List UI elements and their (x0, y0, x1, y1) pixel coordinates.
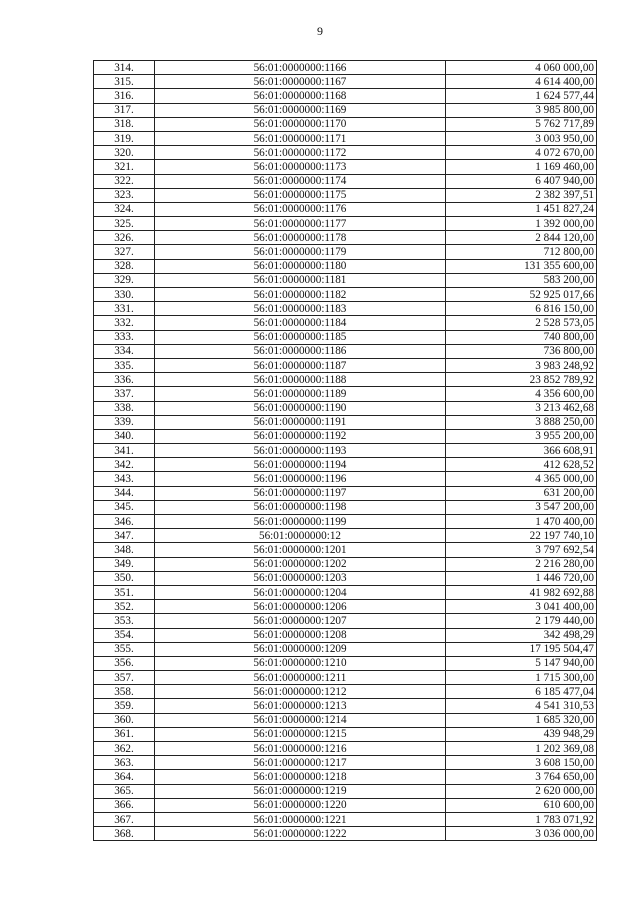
table-row (94, 713, 597, 727)
cadastral-value-cell: 412 628,52 (446, 458, 597, 472)
cadastral-value-cell: 6 185 477,04 (446, 685, 597, 699)
cadastral-number-cell: 56:01:0000000:1181 (155, 273, 446, 287)
table-row (94, 614, 597, 628)
table-row (94, 358, 597, 372)
row-number-cell: 324. (94, 202, 155, 216)
cadastral-value-cell: 1 169 460,00 (446, 160, 597, 174)
table-row (94, 273, 597, 287)
cadastral-number-cell: 56:01:0000000:1208 (155, 628, 446, 642)
table-row (94, 131, 597, 145)
cadastral-value-cell: 3 955 200,00 (446, 429, 597, 443)
cadastral-number-cell: 56:01:0000000:1221 (155, 812, 446, 826)
cadastral-number-cell: 56:01:0000000:1172 (155, 146, 446, 160)
row-number-cell: 332. (94, 316, 155, 330)
cadastral-value-cell: 2 179 440,00 (446, 614, 597, 628)
cadastral-value-cell: 17 195 504,47 (446, 642, 597, 656)
cadastral-number-cell: 56:01:0000000:1212 (155, 685, 446, 699)
row-number-cell: 319. (94, 131, 155, 145)
cadastral-number-cell: 56:01:0000000:1210 (155, 656, 446, 670)
table-row (94, 812, 597, 826)
row-number-cell: 325. (94, 217, 155, 231)
table-row (94, 784, 597, 798)
cadastral-number-cell: 56:01:0000000:1173 (155, 160, 446, 174)
table-row (94, 174, 597, 188)
cadastral-number-cell: 56:01:0000000:1207 (155, 614, 446, 628)
table-row (94, 217, 597, 231)
cadastral-number-cell: 56:01:0000000:1196 (155, 472, 446, 486)
cadastral-number-cell: 56:01:0000000:1213 (155, 699, 446, 713)
cadastral-number-cell: 56:01:0000000:1201 (155, 543, 446, 557)
cadastral-number-cell: 56:01:0000000:1170 (155, 117, 446, 131)
row-number-cell: 352. (94, 600, 155, 614)
cadastral-value-cell: 631 200,00 (446, 486, 597, 500)
table-row (94, 259, 597, 273)
cadastral-value-cell: 3 003 950,00 (446, 131, 597, 145)
table-row (94, 288, 597, 302)
row-number-cell: 351. (94, 585, 155, 599)
table-row (94, 188, 597, 202)
row-number-cell: 360. (94, 713, 155, 727)
row-number-cell: 361. (94, 727, 155, 741)
table-row (94, 642, 597, 656)
cadastral-number-cell: 56:01:0000000:1215 (155, 727, 446, 741)
cadastral-number-cell: 56:01:0000000:1186 (155, 344, 446, 358)
table-row (94, 685, 597, 699)
cadastral-number-cell: 56:01:0000000:1189 (155, 387, 446, 401)
row-number-cell: 349. (94, 557, 155, 571)
table-row (94, 756, 597, 770)
cadastral-value-cell: 131 355 600,00 (446, 259, 597, 273)
cadastral-value-cell: 3 213 462,68 (446, 401, 597, 415)
cadastral-value-cell: 1 202 369,08 (446, 742, 597, 756)
cadastral-value-cell: 366 608,91 (446, 444, 597, 458)
row-number-cell: 356. (94, 656, 155, 670)
cadastral-value-table (93, 60, 597, 841)
cadastral-number-cell: 56:01:0000000:1183 (155, 302, 446, 316)
table-row (94, 316, 597, 330)
row-number-cell: 344. (94, 486, 155, 500)
table-row (94, 628, 597, 642)
cadastral-number-cell: 56:01:0000000:1197 (155, 486, 446, 500)
table-row (94, 543, 597, 557)
cadastral-value-cell: 1 715 300,00 (446, 671, 597, 685)
row-number-cell: 354. (94, 628, 155, 642)
row-number-cell: 329. (94, 273, 155, 287)
row-number-cell: 368. (94, 827, 155, 841)
cadastral-number-cell: 56:01:0000000:1187 (155, 358, 446, 372)
table-row (94, 742, 597, 756)
cadastral-value-cell: 3 036 000,00 (446, 827, 597, 841)
row-number-cell: 367. (94, 812, 155, 826)
cadastral-value-cell: 6 407 940,00 (446, 174, 597, 188)
row-number-cell: 323. (94, 188, 155, 202)
cadastral-value-cell: 22 197 740,10 (446, 529, 597, 543)
cadastral-number-cell: 56:01:0000000:1202 (155, 557, 446, 571)
row-number-cell: 335. (94, 358, 155, 372)
row-number-cell: 364. (94, 770, 155, 784)
cadastral-value-cell: 610 600,00 (446, 798, 597, 812)
row-number-cell: 314. (94, 61, 155, 75)
cadastral-number-cell: 56:01:0000000:1216 (155, 742, 446, 756)
table-row (94, 344, 597, 358)
table-row (94, 387, 597, 401)
cadastral-number-cell: 56:01:0000000:1176 (155, 202, 446, 216)
cadastral-number-cell: 56:01:0000000:1182 (155, 288, 446, 302)
cadastral-number-cell: 56:01:0000000:1192 (155, 429, 446, 443)
table-row (94, 202, 597, 216)
cadastral-value-cell: 1 624 577,44 (446, 89, 597, 103)
table-row (94, 444, 597, 458)
row-number-cell: 359. (94, 699, 155, 713)
row-number-cell: 353. (94, 614, 155, 628)
table-row (94, 699, 597, 713)
table-row (94, 585, 597, 599)
row-number-cell: 322. (94, 174, 155, 188)
row-number-cell: 331. (94, 302, 155, 316)
cadastral-value-cell: 1 783 071,92 (446, 812, 597, 826)
table-row (94, 117, 597, 131)
table-row (94, 146, 597, 160)
table-row (94, 302, 597, 316)
table-row (94, 472, 597, 486)
row-number-cell: 358. (94, 685, 155, 699)
table-row (94, 656, 597, 670)
table-row (94, 671, 597, 685)
row-number-cell: 327. (94, 245, 155, 259)
table-row (94, 160, 597, 174)
cadastral-value-cell: 2 844 120,00 (446, 231, 597, 245)
cadastral-value-cell: 4 614 400,00 (446, 75, 597, 89)
row-number-cell: 337. (94, 387, 155, 401)
cadastral-number-cell: 56:01:0000000:1211 (155, 671, 446, 685)
cadastral-value-cell: 3 764 650,00 (446, 770, 597, 784)
cadastral-number-cell: 56:01:0000000:12 (155, 529, 446, 543)
row-number-cell: 342. (94, 458, 155, 472)
cadastral-value-cell: 4 541 310,53 (446, 699, 597, 713)
cadastral-number-cell: 56:01:0000000:1198 (155, 500, 446, 514)
cadastral-value-cell: 5 762 717,89 (446, 117, 597, 131)
row-number-cell: 336. (94, 373, 155, 387)
cadastral-value-cell: 41 982 692,88 (446, 585, 597, 599)
row-number-cell: 347. (94, 529, 155, 543)
cadastral-value-cell: 3 983 248,92 (446, 358, 597, 372)
cadastral-number-cell: 56:01:0000000:1188 (155, 373, 446, 387)
table-row (94, 798, 597, 812)
row-number-cell: 355. (94, 642, 155, 656)
row-number-cell: 362. (94, 742, 155, 756)
cadastral-number-cell: 56:01:0000000:1166 (155, 61, 446, 75)
cadastral-value-cell: 4 060 000,00 (446, 61, 597, 75)
row-number-cell: 363. (94, 756, 155, 770)
row-number-cell: 341. (94, 444, 155, 458)
table-row (94, 529, 597, 543)
cadastral-value-cell: 5 147 940,00 (446, 656, 597, 670)
cadastral-value-cell: 3 041 400,00 (446, 600, 597, 614)
table-row (94, 401, 597, 415)
cadastral-value-cell: 1 470 400,00 (446, 515, 597, 529)
table-row (94, 727, 597, 741)
row-number-cell: 345. (94, 500, 155, 514)
table-row (94, 515, 597, 529)
cadastral-number-cell: 56:01:0000000:1190 (155, 401, 446, 415)
cadastral-number-cell: 56:01:0000000:1178 (155, 231, 446, 245)
cadastral-number-cell: 56:01:0000000:1177 (155, 217, 446, 231)
row-number-cell: 316. (94, 89, 155, 103)
cadastral-number-cell: 56:01:0000000:1203 (155, 571, 446, 585)
cadastral-number-cell: 56:01:0000000:1204 (155, 585, 446, 599)
row-number-cell: 348. (94, 543, 155, 557)
cadastral-value-cell: 2 216 280,00 (446, 557, 597, 571)
table-row (94, 75, 597, 89)
cadastral-number-cell: 56:01:0000000:1199 (155, 515, 446, 529)
row-number-cell: 343. (94, 472, 155, 486)
table-row (94, 373, 597, 387)
table-row (94, 415, 597, 429)
cadastral-number-cell: 56:01:0000000:1222 (155, 827, 446, 841)
table-row (94, 429, 597, 443)
cadastral-number-cell: 56:01:0000000:1194 (155, 458, 446, 472)
row-number-cell: 333. (94, 330, 155, 344)
cadastral-value-cell: 4 356 600,00 (446, 387, 597, 401)
cadastral-value-cell: 3 888 250,00 (446, 415, 597, 429)
cadastral-number-cell: 56:01:0000000:1219 (155, 784, 446, 798)
table-row (94, 600, 597, 614)
table-row (94, 827, 597, 841)
table-body (94, 61, 597, 841)
cadastral-number-cell: 56:01:0000000:1191 (155, 415, 446, 429)
cadastral-value-cell: 3 985 800,00 (446, 103, 597, 117)
cadastral-value-cell: 740 800,00 (446, 330, 597, 344)
cadastral-number-cell: 56:01:0000000:1214 (155, 713, 446, 727)
cadastral-value-cell: 4 072 670,00 (446, 146, 597, 160)
cadastral-value-cell: 583 200,00 (446, 273, 597, 287)
cadastral-value-cell: 23 852 789,92 (446, 373, 597, 387)
cadastral-number-cell: 56:01:0000000:1179 (155, 245, 446, 259)
row-number-cell: 317. (94, 103, 155, 117)
cadastral-value-cell: 1 392 000,00 (446, 217, 597, 231)
table-row (94, 61, 597, 75)
cadastral-value-cell: 736 800,00 (446, 344, 597, 358)
table-row (94, 231, 597, 245)
cadastral-value-cell: 2 382 397,51 (446, 188, 597, 202)
row-number-cell: 334. (94, 344, 155, 358)
cadastral-number-cell: 56:01:0000000:1206 (155, 600, 446, 614)
cadastral-number-cell: 56:01:0000000:1218 (155, 770, 446, 784)
cadastral-value-cell: 3 797 692,54 (446, 543, 597, 557)
cadastral-number-cell: 56:01:0000000:1167 (155, 75, 446, 89)
row-number-cell: 338. (94, 401, 155, 415)
cadastral-value-cell: 6 816 150,00 (446, 302, 597, 316)
cadastral-number-cell: 56:01:0000000:1174 (155, 174, 446, 188)
row-number-cell: 357. (94, 671, 155, 685)
cadastral-value-cell: 3 547 200,00 (446, 500, 597, 514)
table-row (94, 245, 597, 259)
cadastral-value-cell: 712 800,00 (446, 245, 597, 259)
row-number-cell: 330. (94, 288, 155, 302)
table-row (94, 500, 597, 514)
table-row (94, 557, 597, 571)
row-number-cell: 350. (94, 571, 155, 585)
cadastral-number-cell: 56:01:0000000:1209 (155, 642, 446, 656)
cadastral-number-cell: 56:01:0000000:1220 (155, 798, 446, 812)
row-number-cell: 318. (94, 117, 155, 131)
cadastral-value-cell: 1 446 720,00 (446, 571, 597, 585)
row-number-cell: 315. (94, 75, 155, 89)
table-row (94, 770, 597, 784)
table-row (94, 103, 597, 117)
cadastral-value-cell: 3 608 150,00 (446, 756, 597, 770)
cadastral-number-cell: 56:01:0000000:1168 (155, 89, 446, 103)
row-number-cell: 340. (94, 429, 155, 443)
table-row (94, 571, 597, 585)
cadastral-value-cell: 2 620 000,00 (446, 784, 597, 798)
row-number-cell: 321. (94, 160, 155, 174)
cadastral-value-cell: 439 948,29 (446, 727, 597, 741)
cadastral-value-cell: 1 451 827,24 (446, 202, 597, 216)
row-number-cell: 339. (94, 415, 155, 429)
table-row (94, 330, 597, 344)
table-row (94, 486, 597, 500)
cadastral-value-cell: 2 528 573,05 (446, 316, 597, 330)
cadastral-number-cell: 56:01:0000000:1217 (155, 756, 446, 770)
cadastral-value-cell: 342 498,29 (446, 628, 597, 642)
cadastral-value-cell: 1 685 320,00 (446, 713, 597, 727)
cadastral-number-cell: 56:01:0000000:1193 (155, 444, 446, 458)
row-number-cell: 320. (94, 146, 155, 160)
row-number-cell: 366. (94, 798, 155, 812)
row-number-cell: 326. (94, 231, 155, 245)
cadastral-number-cell: 56:01:0000000:1171 (155, 131, 446, 145)
cadastral-number-cell: 56:01:0000000:1175 (155, 188, 446, 202)
cadastral-value-cell: 52 925 017,66 (446, 288, 597, 302)
row-number-cell: 365. (94, 784, 155, 798)
row-number-cell: 346. (94, 515, 155, 529)
table-row (94, 458, 597, 472)
row-number-cell: 328. (94, 259, 155, 273)
cadastral-value-cell: 4 365 000,00 (446, 472, 597, 486)
cadastral-number-cell: 56:01:0000000:1185 (155, 330, 446, 344)
table-row (94, 89, 597, 103)
cadastral-number-cell: 56:01:0000000:1169 (155, 103, 446, 117)
page-number: 9 (317, 24, 323, 38)
cadastral-number-cell: 56:01:0000000:1184 (155, 316, 446, 330)
cadastral-number-cell: 56:01:0000000:1180 (155, 259, 446, 273)
